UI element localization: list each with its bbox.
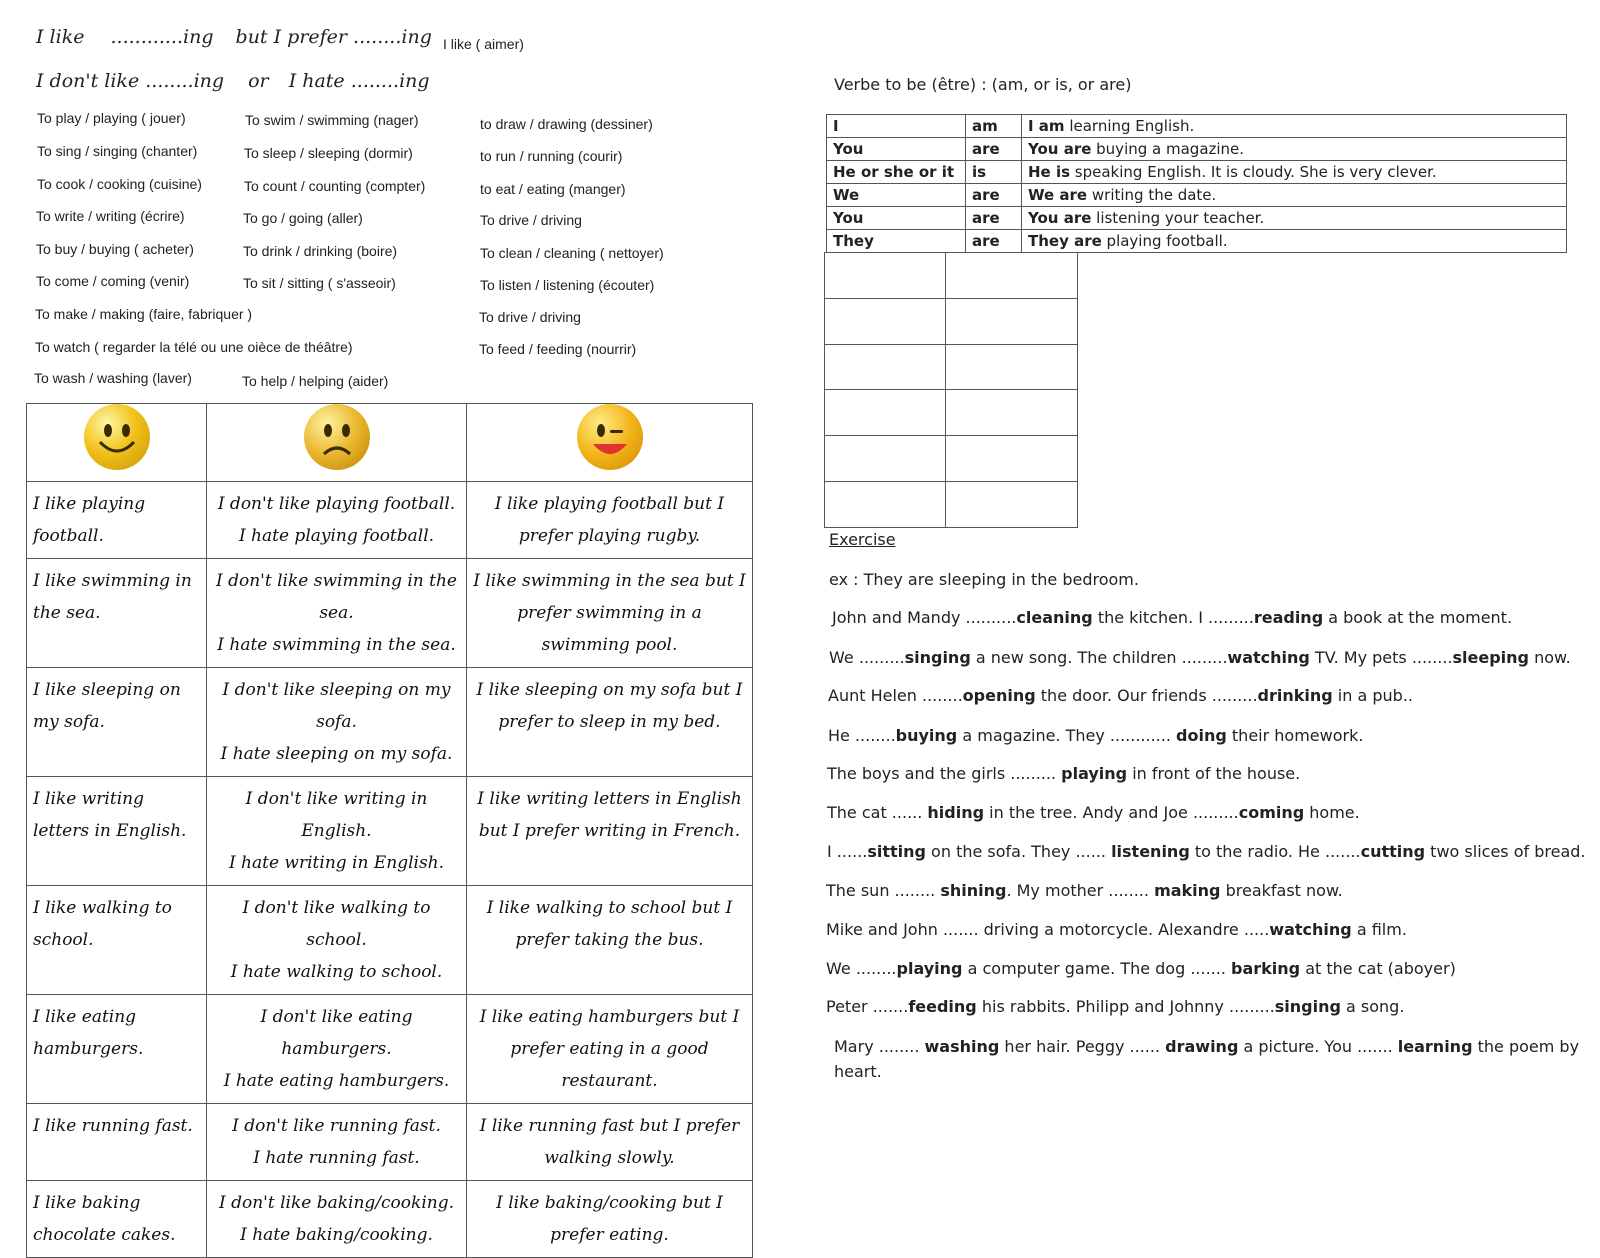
exercise-text: now. [1529, 648, 1571, 667]
verb-item: To feed / feeding (nourrir) [479, 341, 637, 357]
verb-item: To wash / washing (laver) [34, 370, 192, 386]
exercise-text: Mike and John ....... driving a motorcycle. Alexandre ..... [826, 920, 1270, 939]
empty-grid [824, 252, 1078, 528]
header-text: ing [399, 70, 430, 92]
answer-word: drawing [1165, 1037, 1239, 1056]
pronoun-cell: You [827, 138, 966, 161]
exercise-text: John and Mandy .......... [832, 608, 1017, 627]
dislike-cell: I don't like playing football. I hate playing football. [207, 482, 467, 559]
exercise-text: a new song. The children ......... [970, 648, 1228, 667]
exercise-line [826, 959, 1456, 978]
verb-item: To buy / buying ( acheter) [36, 241, 194, 257]
exercise-line [826, 920, 1407, 939]
answer-word: buying [895, 726, 958, 745]
to-be-table [826, 114, 1567, 253]
answer-word: reading [1253, 608, 1324, 627]
pronoun-cell: They [827, 230, 966, 253]
exercise-text: The boys and the girls ......... [827, 764, 1062, 783]
empty-cell [825, 482, 946, 528]
pronoun-cell: You [827, 207, 966, 230]
exercise-text: The cat ...... [827, 803, 928, 822]
answer-word: singing [904, 648, 971, 667]
pronoun-cell: I [827, 115, 966, 138]
header-text: or [248, 70, 269, 92]
answer-word: playing [896, 959, 963, 978]
header-dots: ........ [353, 26, 402, 48]
exercise-text: We ........ [826, 959, 897, 978]
prefer-cell: I like playing football but I prefer playing rugby. [467, 482, 753, 559]
empty-cell [825, 253, 946, 299]
header-text: ing [401, 26, 432, 48]
answer-word: feeding [908, 997, 977, 1016]
verb-item: To drive / driving [479, 309, 581, 325]
header-note: I like ( aimer) [443, 36, 524, 52]
like-cell: I like playing football. [27, 482, 207, 559]
empty-cell [825, 436, 946, 482]
smiley-header-row [27, 404, 753, 482]
dislike-cell: I don't like baking/cooking. I hate baking/cooking. [207, 1181, 467, 1258]
table-row [827, 161, 1567, 184]
header-dots: ............ [110, 26, 183, 48]
exercise-text: He ........ [828, 726, 896, 745]
like-cell: I like eating hamburgers. [27, 995, 207, 1104]
verb-item: To clean / cleaning ( nettoyer) [480, 245, 664, 261]
header-text: I like [36, 26, 85, 48]
prefer-cell: I like writing letters in English but I prefer writing in French. [467, 777, 753, 886]
prefer-cell: I like running fast but I prefer walking slowly. [467, 1104, 753, 1181]
exercise-text: a song. [1340, 997, 1405, 1016]
example-cell: You are listening your teacher. [1022, 207, 1567, 230]
prefer-cell: I like walking to school but I prefer taking the bus. [467, 886, 753, 995]
verb-item: To write / writing (écrire) [36, 208, 185, 224]
verb-cell: are [966, 207, 1022, 230]
header-text: I don't like [36, 70, 140, 92]
empty-cell [825, 390, 946, 436]
table-row [27, 668, 753, 777]
wink-face-icon [577, 404, 643, 470]
exercise-text: heart. [834, 1062, 882, 1081]
verb-cell: are [966, 184, 1022, 207]
header-text: I hate [288, 70, 345, 92]
empty-cell [825, 344, 946, 390]
exercise-text: home. [1304, 803, 1360, 822]
like-cell: I like writing letters in English. [27, 777, 207, 886]
smiley-table [26, 403, 753, 1258]
prefer-cell: I like eating hamburgers but I prefer eating in a good restaurant. [467, 995, 753, 1104]
table-row [27, 886, 753, 995]
table-row [27, 1181, 753, 1258]
exercise-text: at the cat (aboyer) [1300, 959, 1456, 978]
table-row [27, 559, 753, 668]
empty-cell [946, 390, 1078, 436]
answer-word: coming [1238, 803, 1305, 822]
verb-item: To play / playing ( jouer) [37, 110, 186, 126]
header-dots: ........ [350, 70, 400, 92]
happy-face-icon [84, 404, 150, 470]
empty-cell [946, 253, 1078, 299]
exercise-text: two slices of bread. [1425, 842, 1586, 861]
answer-word: making [1154, 881, 1221, 900]
pronoun-cell: We [827, 184, 966, 207]
header-text: but I prefer [235, 26, 347, 48]
empty-cell [946, 298, 1078, 344]
answer-word: sitting [867, 842, 926, 861]
verb-item: To sleep / sleeping (dormir) [244, 145, 413, 161]
verb-item: To cook / cooking (cuisine) [37, 176, 202, 192]
answer-word: playing [1061, 764, 1128, 783]
dislike-cell: I don't like running fast. I hate running fast. [207, 1104, 467, 1181]
exercise-text: Peter ....... [826, 997, 909, 1016]
sad-face-icon [304, 404, 370, 470]
verb-item: To drink / drinking (boire) [243, 243, 398, 259]
answer-word: learning [1397, 1037, 1473, 1056]
dislike-cell: I don't like writing in English. I hate writing in English. [207, 777, 467, 886]
answer-word: watching [1269, 920, 1352, 939]
example-cell: I am learning English. [1022, 115, 1567, 138]
verb-item: To swim / swimming (nager) [245, 112, 419, 128]
exercise-text: his rabbits. Philipp and Johnny ......... [976, 997, 1275, 1016]
exercise-line [828, 726, 1363, 745]
empty-cell [825, 298, 946, 344]
exercise-line [832, 608, 1512, 627]
face-cell [207, 404, 467, 482]
prefer-cell: I like sleeping on my sofa but I prefer to sleep in my bed. [467, 668, 753, 777]
like-cell: I like baking chocolate cakes. [27, 1181, 207, 1258]
dislike-cell: I don't like sleeping on my sofa. I hate sleeping on my sofa. [207, 668, 467, 777]
verb-item: To sit / sitting ( s'asseoir) [243, 275, 396, 291]
exercise-text: the poem by [1472, 1037, 1580, 1056]
exercise-line [829, 648, 1571, 667]
header-line-1 [36, 26, 432, 48]
answer-word: barking [1231, 959, 1301, 978]
verb-item: To make / making (faire, fabriquer ) [35, 306, 253, 322]
face-cell [467, 404, 753, 482]
exercise-line [826, 997, 1404, 1016]
table-row [27, 1104, 753, 1181]
exercise-text: a computer game. The dog ....... [962, 959, 1232, 978]
exercise-text: their homework. [1226, 726, 1364, 745]
exercise-text: a film. [1351, 920, 1407, 939]
answer-word: shining [940, 881, 1007, 900]
table-row [827, 230, 1567, 253]
verb-item: To help / helping (aider) [242, 373, 389, 389]
dislike-cell: I don't like swimming in the sea. I hate swimming in the sea. [207, 559, 467, 668]
exercise-line [827, 803, 1360, 822]
verb-item: To listen / listening (écouter) [480, 277, 655, 293]
exercise-line [827, 764, 1300, 783]
verb-item: To count / counting (compter) [244, 178, 426, 194]
answer-word: opening [962, 686, 1036, 705]
exercise-text: I ...... [827, 842, 868, 861]
header-text: ing [193, 70, 225, 92]
exercise-text: on the sofa. They ...... [925, 842, 1112, 861]
empty-cell [946, 482, 1078, 528]
exercise-text: Aunt Helen ........ [828, 686, 963, 705]
table-row [27, 995, 753, 1104]
example-cell: You are buying a magazine. [1022, 138, 1567, 161]
pronoun-cell: He or she or it [827, 161, 966, 184]
like-cell: I like swimming in the sea. [27, 559, 207, 668]
exercise-text: a book at the moment. [1323, 608, 1513, 627]
exercise-text: in front of the house. [1127, 764, 1301, 783]
to-be-title: Verbe to be (être) : (am, or is, or are) [834, 75, 1132, 94]
exercise-line [827, 842, 1585, 861]
answer-word: hiding [927, 803, 985, 822]
exercise-line [834, 1062, 882, 1081]
exercise-text: We ......... [829, 648, 905, 667]
answer-word: watching [1227, 648, 1310, 667]
header-line-2 [36, 70, 430, 92]
exercise-text: breakfast now. [1220, 881, 1343, 900]
verb-cell: are [966, 138, 1022, 161]
exercise-text: The sun ........ [826, 881, 941, 900]
table-row [827, 138, 1567, 161]
exercise-text: a magazine. They ............ [957, 726, 1177, 745]
verb-item: to draw / drawing (dessiner) [480, 116, 653, 132]
answer-word: sleeping [1452, 648, 1529, 667]
verb-item: To go / going (aller) [243, 210, 363, 226]
exercise-text: a picture. You ....... [1238, 1037, 1398, 1056]
answer-word: doing [1176, 726, 1227, 745]
exercise-example: ex : They are sleeping in the bedroom. [829, 570, 1139, 589]
answer-word: listening [1111, 842, 1190, 861]
exercise-text: the kitchen. I ......... [1092, 608, 1254, 627]
dislike-cell: I don't like eating hamburgers. I hate eating hamburgers. [207, 995, 467, 1104]
exercise-line [834, 1037, 1579, 1056]
exercise-text: . My mother ........ [1006, 881, 1155, 900]
exercise-text: her hair. Peggy ...... [999, 1037, 1166, 1056]
empty-cell [946, 344, 1078, 390]
example-cell: He is speaking English. It is cloudy. She is very clever. [1022, 161, 1567, 184]
empty-cell [946, 436, 1078, 482]
verb-item: to run / running (courir) [480, 148, 623, 164]
like-cell: I like running fast. [27, 1104, 207, 1181]
answer-word: washing [924, 1037, 1000, 1056]
header-text: ing [183, 26, 214, 48]
table-row [27, 482, 753, 559]
exercise-text: Mary ........ [834, 1037, 925, 1056]
verb-cell: are [966, 230, 1022, 253]
face-cell [27, 404, 207, 482]
table-row [827, 184, 1567, 207]
verb-cell: am [966, 115, 1022, 138]
verb-item: to eat / eating (manger) [480, 181, 626, 197]
table-row [827, 207, 1567, 230]
exercise-line [828, 686, 1413, 705]
answer-word: singing [1274, 997, 1341, 1016]
exercise-text: in a pub.. [1332, 686, 1413, 705]
verb-cell: is [966, 161, 1022, 184]
like-cell: I like walking to school. [27, 886, 207, 995]
answer-word: drinking [1257, 686, 1333, 705]
verb-item: To come / coming (venir) [36, 273, 190, 289]
verb-item: To drive / driving [480, 212, 582, 228]
example-cell: We are writing the date. [1022, 184, 1567, 207]
table-row [27, 777, 753, 886]
prefer-cell: I like swimming in the sea but I prefer swimming in a swimming pool. [467, 559, 753, 668]
header-dots: ........ [145, 70, 194, 92]
dislike-cell: I don't like walking to school. I hate walking to school. [207, 886, 467, 995]
exercise-text: in the tree. Andy and Joe ......... [984, 803, 1239, 822]
exercise-text: the door. Our friends ......... [1035, 686, 1258, 705]
exercise-title: Exercise [829, 530, 896, 549]
prefer-cell: I like baking/cooking but I prefer eating. [467, 1181, 753, 1258]
table-row [827, 115, 1567, 138]
exercise-line [826, 881, 1343, 900]
verb-item: To watch ( regarder la télé ou une oiècе de théâtre) [35, 339, 353, 355]
answer-word: cutting [1360, 842, 1426, 861]
verb-item: To sing / singing (chanter) [37, 143, 198, 159]
exercise-text: to the radio. He ....... [1189, 842, 1361, 861]
exercise-text: TV. My pets ........ [1309, 648, 1453, 667]
example-cell: They are playing football. [1022, 230, 1567, 253]
answer-word: cleaning [1016, 608, 1093, 627]
like-cell: I like sleeping on my sofa. [27, 668, 207, 777]
